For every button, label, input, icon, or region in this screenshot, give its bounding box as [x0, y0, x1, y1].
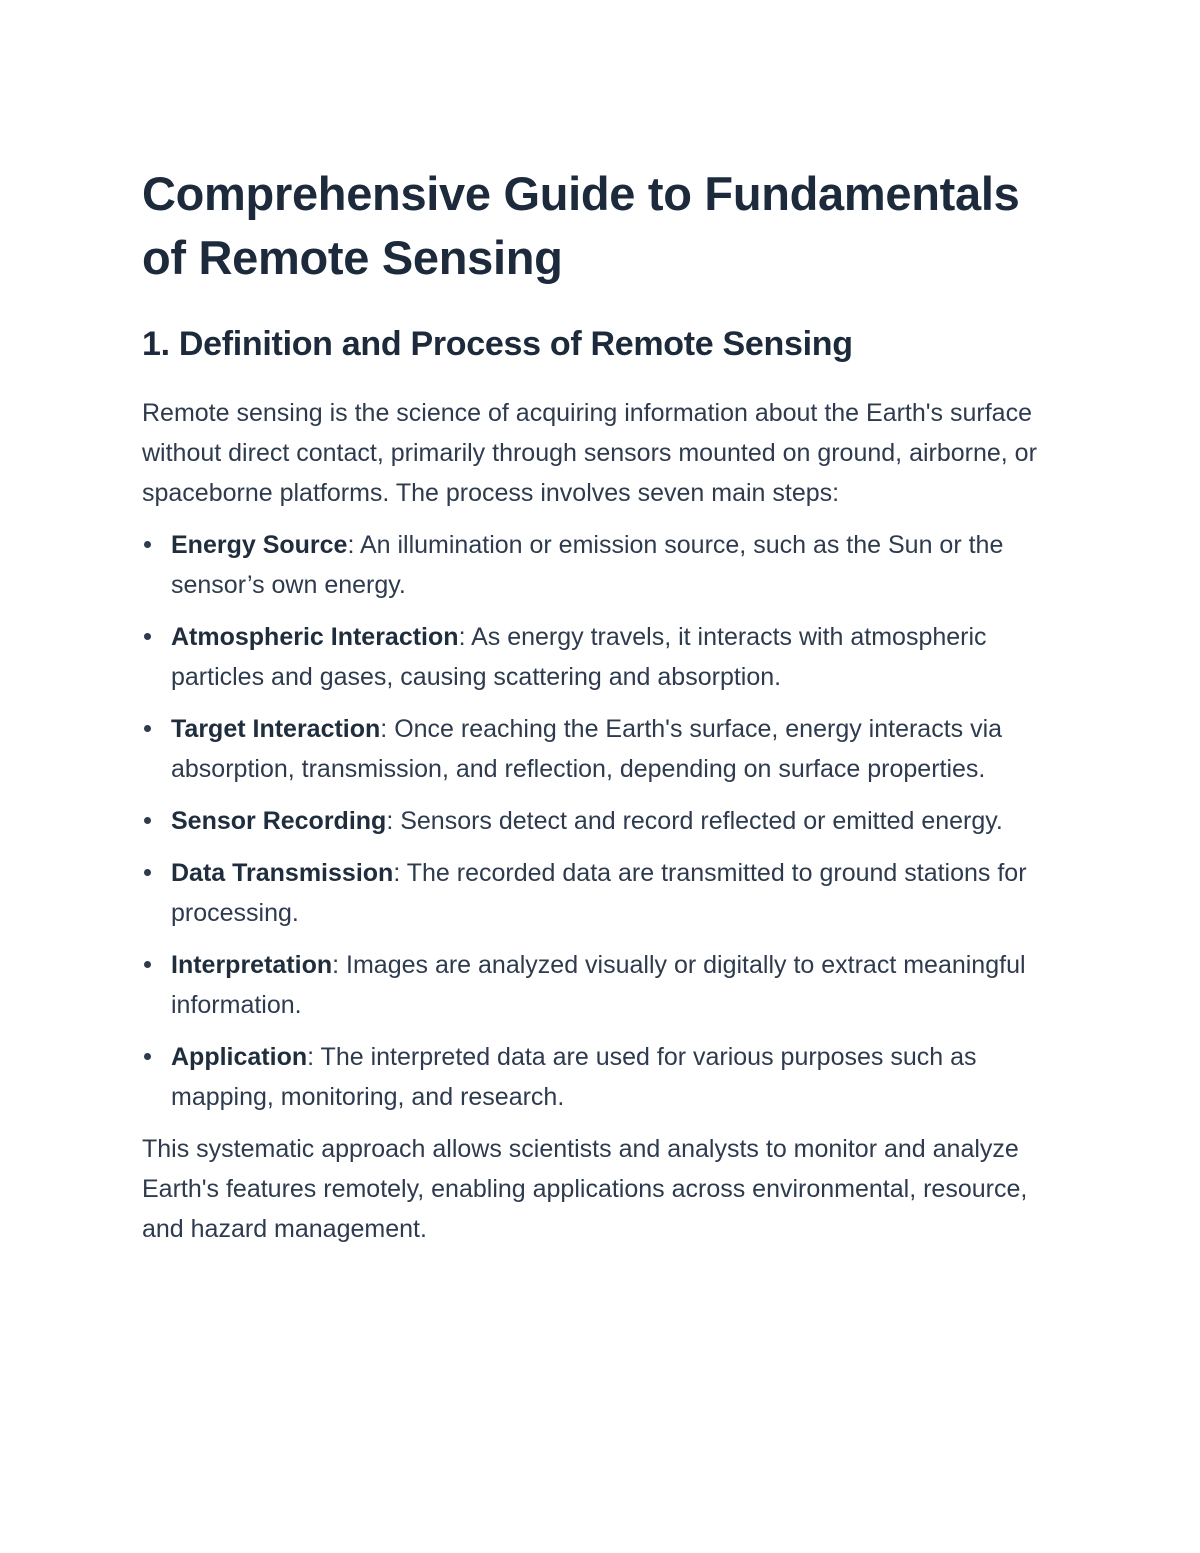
bullet-icon [144, 541, 151, 548]
bullet-icon [144, 633, 151, 640]
bullet-icon [144, 869, 151, 876]
document-page [142, 162, 1072, 1249]
intro-paragraph: Remote sensing is the science of acquiring information about the Earth's surface without direct contact, primarily through sensors mounted on ground, airborne, or spaceborne platforms. The process involves seven main steps: [142, 399, 1037, 507]
step-term: Target Interaction [171, 715, 381, 743]
step-description: : An illumination or emission source, such as the Sun or the sensor’s own energy. [171, 531, 1004, 599]
step-term: Data Transmission [171, 859, 394, 887]
process-steps-list [142, 525, 1072, 1117]
step-term: Energy Source [171, 531, 348, 559]
document-title: Comprehensive Guide to Fundamentals of Remote Sensing [142, 167, 1020, 284]
list-item [142, 709, 1072, 789]
step-term: Application [171, 1043, 308, 1071]
bullet-icon [144, 961, 151, 968]
bullet-icon [144, 725, 151, 732]
step-description: : Once reaching the Earth's surface, energy interacts via absorption, transmission, and reflection, depending on surface properties. [171, 715, 1003, 783]
step-term: Interpretation [171, 951, 333, 979]
bullet-icon [144, 1053, 151, 1060]
section-heading: 1. Definition and Process of Remote Sensing [142, 325, 853, 363]
list-item [142, 945, 1072, 1025]
step-description: : The interpreted data are used for various purposes such as mapping, monitoring, and research. [171, 1043, 977, 1111]
step-term: Sensor Recording [171, 807, 387, 835]
step-description: : Sensors detect and record reflected or emitted energy. [386, 807, 1003, 835]
step-term: Atmospheric Interaction [171, 623, 459, 651]
list-item [142, 525, 1072, 605]
step-description: : As energy travels, it interacts with atmospheric particles and gases, causing scattering and absorption. [171, 623, 987, 691]
step-description: : The recorded data are transmitted to ground stations for processing. [171, 859, 1027, 927]
list-item [142, 801, 1072, 841]
list-item [142, 1037, 1072, 1117]
step-description: : Images are analyzed visually or digitally to extract meaningful information. [171, 951, 1026, 1019]
list-item [142, 617, 1072, 697]
list-item [142, 853, 1072, 933]
conclusion-paragraph: This systematic approach allows scientists and analysts to monitor and analyze Earth's features remotely, enabling applications across environmental, resource, and hazard management. [142, 1135, 1028, 1243]
bullet-icon [144, 817, 151, 824]
